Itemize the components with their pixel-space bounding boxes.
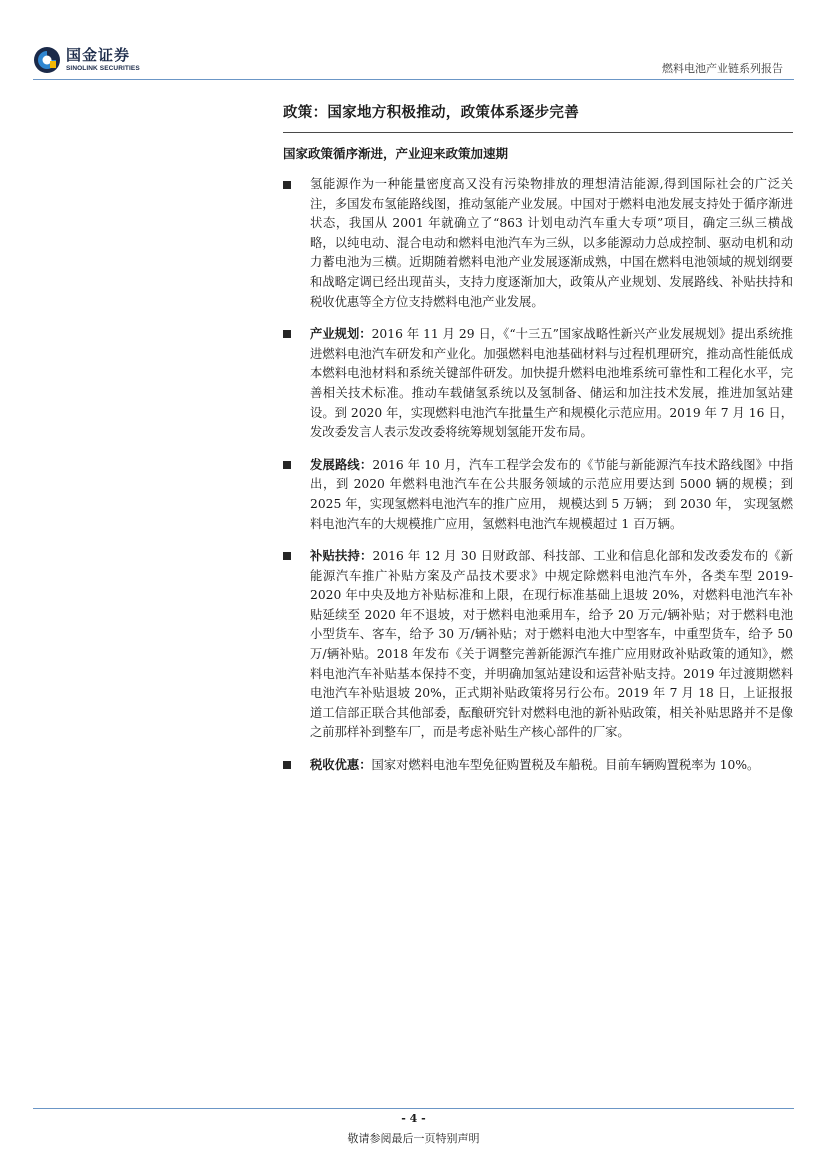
report-series-title: 燃料电池产业链系列报告: [662, 62, 783, 75]
page-number: - 4 -: [401, 1112, 426, 1125]
bullet-text: [310, 455, 793, 534]
sinolink-logo-icon: [33, 46, 61, 74]
section-title: 政策：国家地方积极推动，政策体系逐步完善: [283, 104, 579, 121]
main-content: [283, 96, 793, 776]
logo-chinese-name: 国金证券: [66, 45, 131, 64]
bullet-body: 2016 年 11 月 29 日，《“十三五”国家战略性新兴产业发展规划》提出系统推进燃料电池汽车研发和产业化。加强燃料电池基础材料与过程机理研究，推动高性能低成本燃料电池材料和系统关键部件研发。加快提升燃料电池堆系统可靠性和工程化水平，完善相关技术标准。推动车载储氢系统以及氢制备、储运和加注技术发展，推进加氢站建设。到 2020 年，实现燃料电池汽车批量生产和规模化示范应用。2019 年 7 月 16 日，发改委发言人表示发改委将统筹规划氢能开发布局。: [310, 327, 793, 440]
header-divider: [33, 79, 794, 80]
bullet-text: [310, 324, 793, 443]
square-bullet-icon: [283, 330, 291, 338]
square-bullet-icon: [283, 461, 291, 469]
footer-divider: [33, 1108, 794, 1109]
footer-disclaimer: 敬请参阅最后一页特别声明: [347, 1132, 480, 1145]
bullet-item: [283, 175, 793, 312]
bullet-body: 国家对燃料电池车型免征购置税及车船税。目前车辆购置税率为 10%。: [371, 758, 760, 773]
bullet-text: [310, 175, 793, 312]
bullet-label: 产业规划：: [310, 326, 372, 342]
bullet-label: 税收优惠：: [310, 757, 372, 773]
bullet-body: 氢能源作为一种能量密度高又没有污染物排放的理想清洁能源,得到国际社会的广泛关注，多国发布氢能路线图，推动氢能产业发展。中国对于燃料电池发展支持处于循序渐进状态，我国从 2001 年就确立了“863 计划电动汽车重大专项”项目，确定三纵三横战略，以纯电动、混合电动和燃料电池汽车为三纵，以多能源动力总成控制、驱动电机和动力蓄电池为三横。近期随着燃料电池产业发展逐渐成熟，中国在燃料电池领域的规划纲要和战略定调已经出现苗头，支持力度逐渐加大，政策从产业规划、发展路线、补贴扶持和税收优惠等全方位支持燃料电池产业发展。: [310, 177, 793, 309]
company-logo: [33, 46, 140, 74]
bullet-body: 2016 年 12 月 30 日财政部、科技部、工业和信息化部和发改委发布的《新能源汽车推广补贴方案及产品技术要求》中规定除燃料电池汽车外，各类车型 2019-2020 年中央及地方补贴标准和上限，在现行标准基础上退坡 20%，对燃料电池汽车补贴延续至 2020 年不退坡，对于燃料电池乘用车，给予 20 万元/辆补贴；对于燃料电池小型货车、客车，给予 30 万/辆补贴；对于燃料电池大中型客车，中重型货车，给予 50 万/辆补贴。2018 年发布《关于调整完善新能源汽车推广应用财政补贴政策的通知》，燃料电池汽车补贴基本保持不变，并明确加氢站建设和运营补贴支持。2019 年过渡期燃料电池汽车补贴退坡 20%，正式期补贴政策将另行公布。2019 年 7 月 18 日，上证报报道工信部正联合其他部委，酝酿研究针对燃料电池的新补贴政策，相关补贴思路并不是像之前那样补到整车厂，而是考虑补贴生产核心部件的厂家。: [310, 549, 793, 740]
square-bullet-icon: [283, 181, 291, 189]
bullet-item: [283, 755, 793, 776]
bullet-text: [310, 546, 793, 743]
bullet-item: [283, 455, 793, 534]
subheading: 国家政策循序渐进，产业迎来政策加速期: [283, 146, 509, 161]
bullet-item: [283, 546, 793, 743]
bullet-body: 2016 年 10 月，汽车工程学会发布的《节能与新能源汽车技术路线图》中指出，到 2020 年燃料电池汽车在公共服务领域的示范应用要达到 5000 辆的规模；到 2025 年，实现氢燃料电池汽车的推广应用， 规模达到 5 万辆； 到 2030 年， 实现氢燃料电池汽车的大规模推广应用，氢燃料电池汽车规模超过 1 百万辆。: [310, 457, 793, 531]
square-bullet-icon: [283, 761, 291, 769]
bullet-text: [310, 755, 793, 776]
square-bullet-icon: [283, 552, 291, 560]
section-title-divider: [283, 132, 793, 133]
bullet-item: [283, 324, 793, 443]
bullet-label: 发展路线：: [310, 456, 373, 472]
logo-english-name: SINOLINK SECURITIES: [66, 64, 140, 72]
bullet-label: 补贴扶持：: [310, 548, 373, 564]
